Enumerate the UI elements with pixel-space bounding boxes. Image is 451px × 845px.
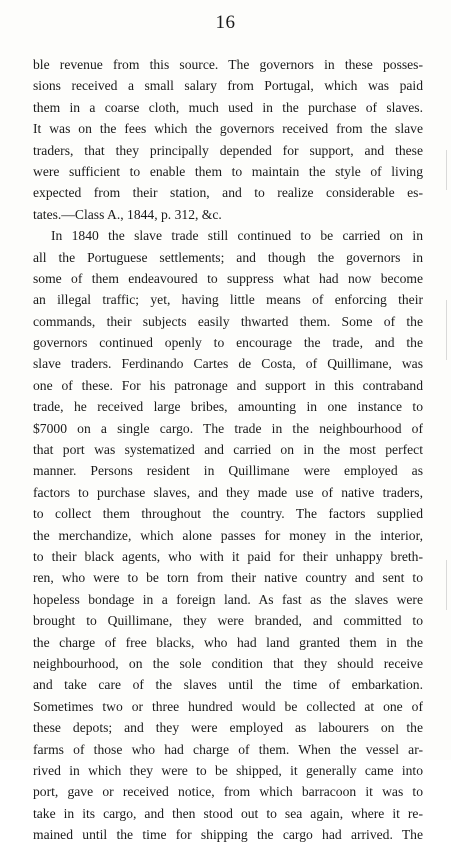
text-line: It was on the fees which the governors received from the slave bbox=[33, 121, 423, 137]
text-line: them in a coarse cloth, much used in the purchase of slaves. bbox=[33, 99, 423, 115]
text-line: farms of those who had charge of them. When the vessel ar- bbox=[33, 741, 423, 757]
text-line: the charge of free blacks, who had land granted them in the bbox=[33, 634, 423, 650]
text-line: trade, he received large bribes, amounting in one instance to bbox=[33, 399, 423, 415]
text-line: Sometimes two or three hundred would be collected at one of bbox=[33, 698, 423, 714]
text-line: some of them endeavoured to suppress what had now become bbox=[33, 270, 423, 286]
text-line: governors continued openly to encourage the trade, and the bbox=[33, 335, 423, 351]
text-line: an illegal traffic; yet, having little means of enforcing their bbox=[33, 292, 423, 308]
text-line: hopeless bondage in a foreign land. As fast as the slaves were bbox=[33, 591, 423, 607]
text-line: these depots; and they were employed as labourers on the bbox=[33, 720, 423, 736]
text-line: port, gave or received notice, from which barracoon it was to bbox=[33, 784, 423, 800]
text-line: traders, that they principally depended for support, and these bbox=[33, 142, 423, 158]
text-line-citation: tates.—Class A., 1844, p. 312, &c. bbox=[33, 206, 222, 222]
text-line: sions received a small salary from Portugal, which was paid bbox=[33, 78, 423, 94]
text-line: the merchandize, which alone passes for money in the interior, bbox=[33, 527, 423, 543]
text-line: $7000 on a single cargo. The trade in the neighbourhood of bbox=[33, 420, 423, 436]
text-line: neighbourhood, on the sole condition that they should receive bbox=[33, 655, 423, 671]
text-line: ble revenue from this source. The governors in these posses- bbox=[33, 57, 423, 72]
text-line: rived in which they were to be shipped, it generally came into bbox=[33, 762, 423, 778]
page-edge-shadow bbox=[446, 560, 447, 610]
text-line: commands, their subjects easily thwarted them. Some of the bbox=[33, 313, 423, 329]
text-line: were sufficient to enable them to maintain the style of living bbox=[33, 163, 423, 179]
page-number: 16 bbox=[215, 12, 236, 33]
page-edge-shadow bbox=[446, 300, 447, 360]
text-line: take in its cargo, and then stood out to sea again, where it re- bbox=[33, 805, 423, 821]
text-line: brought to Quillimane, they were branded, and committed to bbox=[33, 613, 423, 629]
body-text bbox=[33, 54, 423, 845]
text-line: to collect them throughout the country. The factors supplied bbox=[33, 506, 423, 522]
text-line: all the Portuguese settlements; and though the governors in bbox=[33, 249, 423, 265]
text-line: expected from their station, and to realize considerable es- bbox=[33, 185, 423, 201]
paragraph-start-line: In 1840 the slave trade still continued to be carried on in bbox=[51, 228, 423, 244]
text-line: that port was systematized and carried on in the most perfect bbox=[33, 442, 423, 458]
text-line: mained until the time for shipping the cargo had arrived. The bbox=[33, 827, 423, 843]
text-line: manner. Persons resident in Quillimane were employed as bbox=[33, 463, 423, 479]
page-edge-shadow bbox=[446, 150, 447, 190]
text-line: slave traders. Ferdinando Cartes de Costa, of Quillimane, was bbox=[33, 356, 423, 372]
text-line: ren, who were to be torn from their native country and sent to bbox=[33, 570, 423, 586]
text-line: to their black agents, who with it paid for their unhappy breth- bbox=[33, 548, 423, 564]
text-line: factors to purchase slaves, and they made use of native traders, bbox=[33, 484, 423, 500]
text-line: one of these. For his patronage and support in this contraband bbox=[33, 377, 423, 393]
text-line: and take care of the slaves until the time of embarkation. bbox=[33, 677, 423, 693]
